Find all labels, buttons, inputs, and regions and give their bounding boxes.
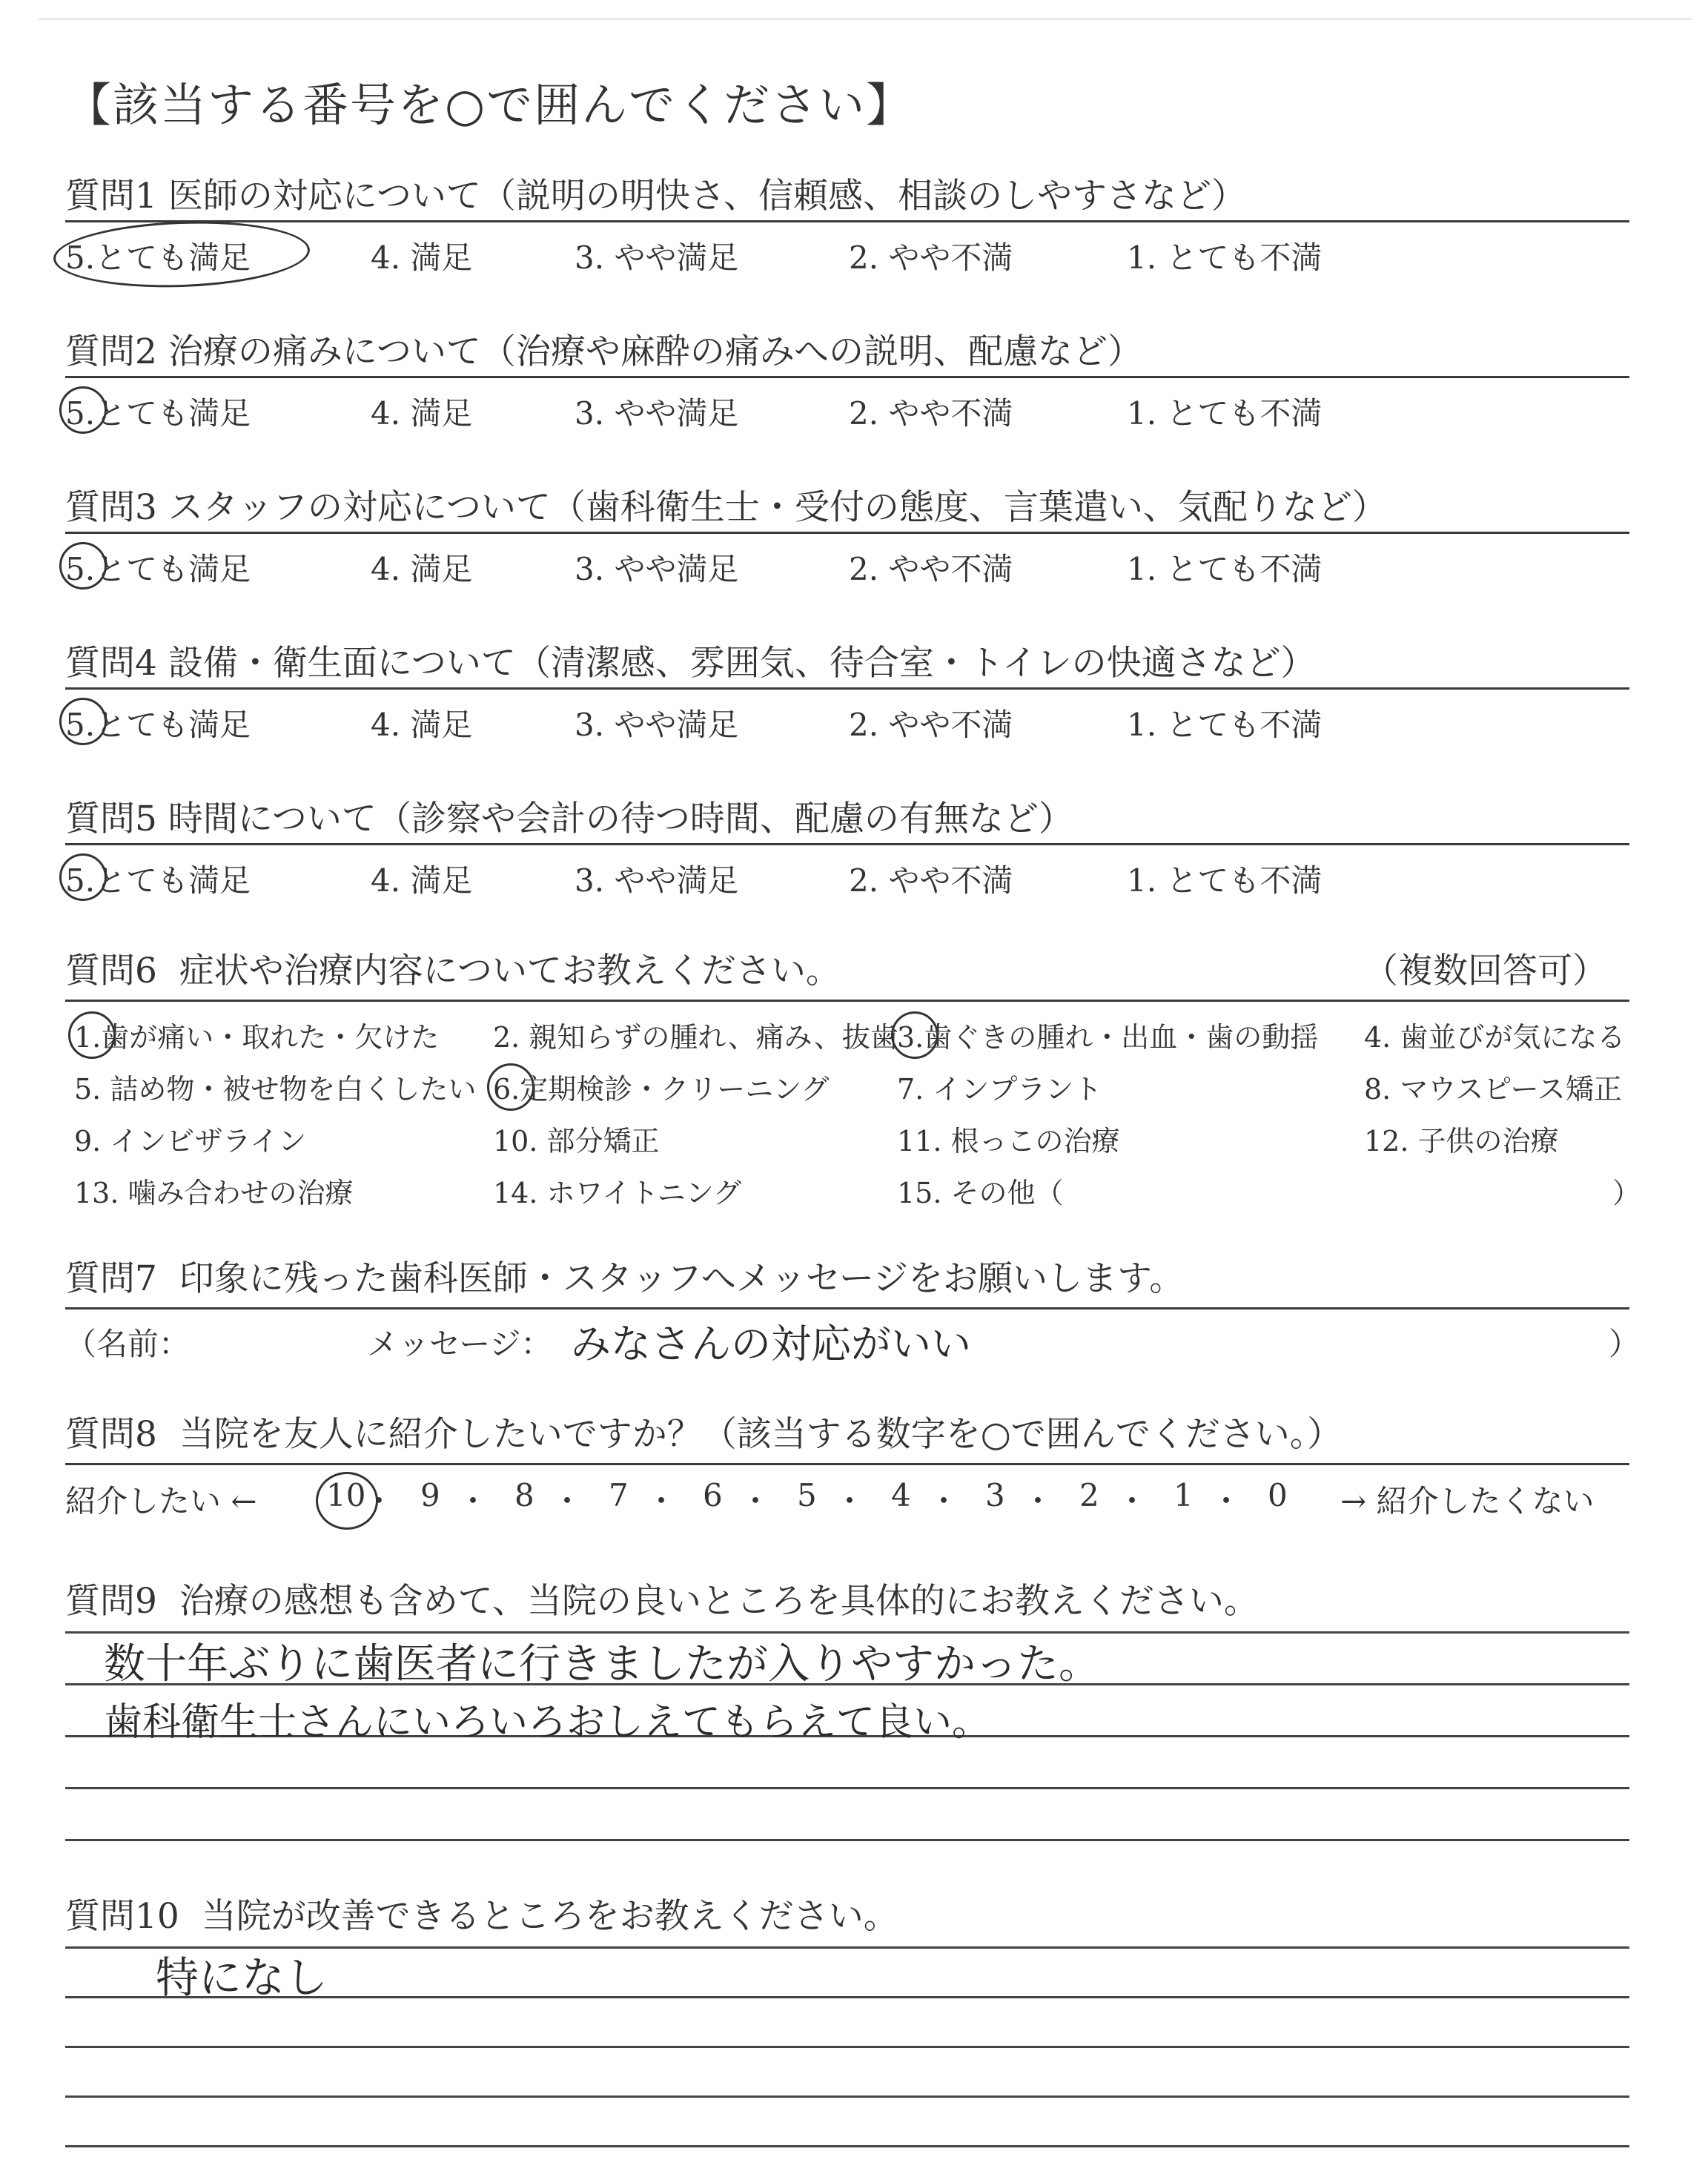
recommend-right-label: → 紹介したくない [1340,1483,1595,1519]
handwritten-answer-line: 数十年ぶりに歯医者に行きましたが入りやすかった。 [104,1640,1100,1688]
rating-option[interactable]: 2. やや不満 [849,551,1013,587]
symptom-option[interactable]: 12. 子供の治療 [1364,1125,1559,1157]
symptom-option[interactable]: 10. 部分矯正 [493,1125,660,1157]
scale-dot: ・ [552,1483,583,1519]
recommend-score[interactable]: 7 [609,1477,629,1513]
rating-option[interactable]: 5.とても満足 [65,701,251,745]
recommend-score[interactable]: 2 [1079,1477,1099,1513]
message-label: メッセージ： [367,1326,552,1362]
rating-option[interactable]: 2. やや不満 [849,240,1013,276]
symptom-option[interactable]: 6.定期検診・クリーニング [493,1066,830,1107]
scale-dot: ・ [834,1483,866,1519]
handwritten-message: みなさんの対応がいい [571,1321,971,1367]
name-label: （名前： [65,1326,191,1362]
scale-dot: ・ [646,1483,678,1519]
scale-dot: ・ [1022,1483,1054,1519]
question-label: 質問10 [65,1896,179,1937]
symptom-option[interactable]: 13. 噛み合わせの治療 [74,1177,354,1209]
rating-option[interactable]: 1. とても不満 [1127,395,1323,432]
recommend-score[interactable]: 6 [703,1477,723,1513]
symptom-option[interactable]: 8. マウスピース矯正 [1364,1073,1622,1106]
question-text: 治療の感想も含めて、当院の良いところを具体的にお教えください。 [179,1581,1259,1622]
question-text: 治療の痛みについて（治療や麻酔の痛みへの説明、配慮など） [168,331,1142,372]
question-rule [65,1307,1629,1309]
scan-edge [39,18,1692,20]
rating-option[interactable]: 1. とても不満 [1127,862,1323,899]
scale-dot: ・ [457,1483,489,1519]
symptom-option[interactable]: 9. インビザライン [74,1125,307,1157]
answer-line [65,1787,1629,1789]
selection-oval [53,217,311,291]
symptom-option[interactable]: 4. 歯並びが気になる [1364,1021,1626,1054]
question-rule [65,843,1629,845]
rating-option[interactable]: 1. とても不満 [1127,551,1323,587]
recommend-score[interactable]: 0 [1268,1477,1288,1513]
recommend-score[interactable]: 10 [326,1477,366,1513]
rating-option[interactable]: 4. 満足 [371,862,473,899]
question-2 [65,330,1629,374]
handwritten-answer-line: 特になし [156,1952,328,2003]
question-1 [65,174,1629,219]
rating-option[interactable]: 3. やや満足 [575,395,739,432]
question-rule [65,220,1629,222]
answer-line [65,2145,1629,2147]
recommend-score[interactable]: 3 [985,1477,1005,1513]
symptom-option[interactable]: 1.歯が痛い・取れた・欠けた [74,1014,439,1055]
question-5 [65,797,1629,842]
rating-option[interactable]: 2. やや不満 [849,395,1013,432]
answer-line [65,2046,1629,2048]
question-label: 質問1 [65,176,157,217]
question-label: 質問3 [65,487,157,528]
symptom-option[interactable]: 15. その他（ [897,1177,1064,1209]
handwritten-answer-line: 歯科衛生士さんにいろいろおしえてもらえて良い。 [104,1700,991,1745]
rating-option[interactable]: 3. やや満足 [575,862,739,899]
question-text: 印象に残った歯科医師・スタッフへメッセージをお願いします。 [179,1258,1185,1299]
question-4 [65,641,1629,686]
rating-option[interactable]: 3. やや満足 [575,240,739,276]
recommend-score[interactable]: 8 [514,1477,534,1513]
question-label: 質問9 [65,1581,157,1622]
recommend-score[interactable]: 1 [1174,1477,1194,1513]
recommend-left-label: 紹介したい ← [65,1483,257,1519]
question-rule [65,1463,1629,1465]
question-text: 時間について（診察や会計の待つ時間、配慮の有無など） [168,799,1073,839]
question-label: 質問4 [65,643,157,684]
scale-dot: ・ [740,1483,772,1519]
symptom-option[interactable]: 5. 詰め物・被せ物を白くしたい [74,1073,477,1106]
answer-line [65,2095,1629,2098]
question-3 [65,486,1629,530]
symptom-option[interactable]: 7. インプラント [897,1073,1102,1106]
question-7 [65,1257,1629,1301]
symptom-option[interactable]: 3.歯ぐきの腫れ・出血・歯の動揺 [897,1014,1318,1055]
rating-option[interactable]: 5.とても満足 [65,389,251,434]
symptom-option[interactable]: 2. 親知らずの腫れ、痛み、抜歯 [493,1021,898,1054]
recommend-score[interactable]: 9 [420,1477,440,1513]
paren-close: ） [1609,1326,1641,1362]
question-6 [65,949,1629,994]
rating-option[interactable]: 3. やや満足 [575,707,739,743]
rating-option[interactable]: 4. 満足 [371,395,473,432]
rating-option[interactable]: 5.とても満足 [65,545,251,589]
scale-dot: ・ [1211,1483,1242,1519]
question-rule [65,376,1629,378]
question-rule [65,1000,1629,1002]
question-label: 質問7 [65,1258,157,1299]
question-text: 当院が改善できるところをお教えください。 [201,1896,898,1937]
scale-dot: ・ [363,1483,395,1519]
symptom-option[interactable]: 11. 根っこの治療 [897,1125,1120,1157]
question-label: 質問5 [65,799,157,839]
question-10 [65,1895,1629,1939]
multi-answer-note: （複数回答可） [1363,951,1607,991]
question-text: 設備・衛生面について（清潔感、雰囲気、待合室・トイレの快適さなど） [168,643,1316,684]
rating-option[interactable]: 1. とても不満 [1127,707,1323,743]
rating-option[interactable]: 5.とても満足 [65,234,251,278]
rating-option[interactable]: 3. やや満足 [575,551,739,587]
rating-option[interactable]: 2. やや不満 [849,862,1013,899]
paren-close: ） [1612,1177,1641,1209]
recommend-score[interactable]: 5 [797,1477,817,1513]
rating-option[interactable]: 4. 満足 [371,551,473,587]
question-rule [65,532,1629,534]
scale-dot: ・ [1116,1483,1148,1519]
question-text: 症状や治療内容についてお教えください。 [179,951,841,991]
rating-option[interactable]: 4. 満足 [371,240,473,276]
rating-option[interactable]: 2. やや不満 [849,707,1013,743]
question-8 [65,1413,1629,1457]
question-text: スタッフの対応について（歯科衛生士・受付の態度、言葉遣い、気配りなど） [168,487,1387,528]
question-text: 医師の対応について（説明の明快さ、信頼感、相談のしやすさなど） [168,176,1247,217]
scale-dot: ・ [928,1483,960,1519]
question-9 [65,1579,1629,1624]
question-label: 質問8 [65,1414,157,1455]
rating-option[interactable]: 1. とても不満 [1127,240,1323,276]
form-title: 【該当する番号を○で囲んでください】 [65,78,914,132]
rating-option[interactable]: 4. 満足 [371,707,473,743]
answer-line [65,1839,1629,1841]
question-rule [65,687,1629,690]
rating-option[interactable]: 5.とても満足 [65,856,251,901]
recommend-score[interactable]: 4 [891,1477,911,1513]
question-label: 質問6 [65,951,157,991]
question-text: 当院を友人に紹介したいですか？（該当する数字を○で囲んでください。） [179,1414,1343,1455]
symptom-option[interactable]: 14. ホワイトニング [493,1177,742,1209]
question-label: 質問2 [65,331,157,372]
